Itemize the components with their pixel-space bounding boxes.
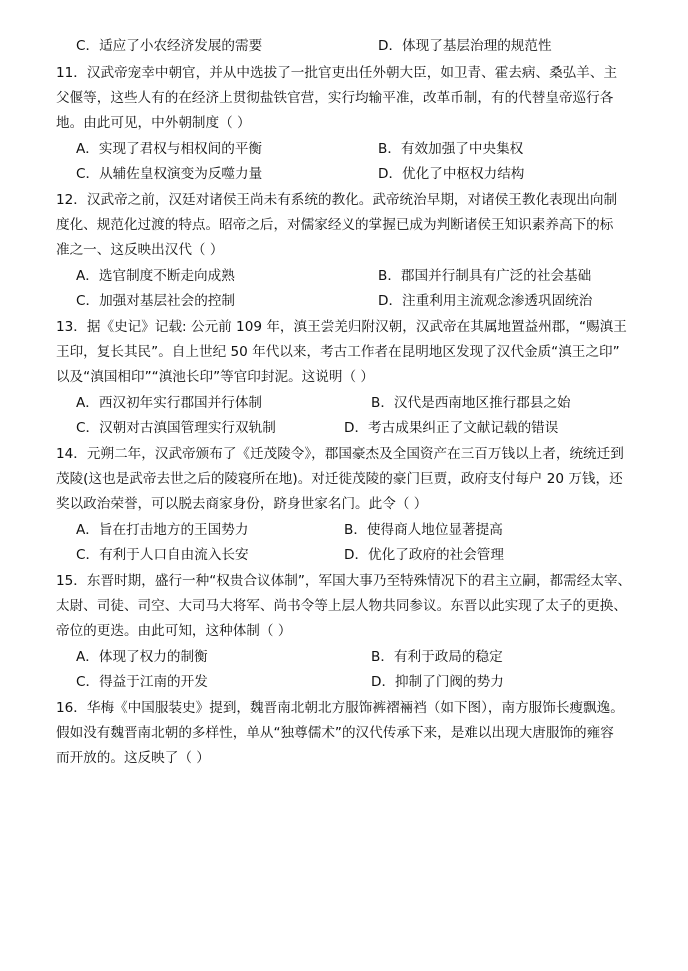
q12-stem-line-2: 度化、规范化过渡的特点。昭帝之后，对儒家经义的掌握已成为判断诸侯王知识素养高下的标 [56, 217, 614, 233]
q13-option-b[interactable]: B．汉代是西南地区推行郡县之始 [371, 395, 571, 411]
q11-option-a[interactable]: A．实现了君权与相权间的平衡 [76, 141, 263, 157]
q10-option-c[interactable]: C．适应了小农经济发展的需要 [76, 38, 263, 54]
q15-stem-line-1: 15．东晋时期，盛行一种“权贵合议体制”，军国大事乃至特殊情况下的君主立嗣，都需经太宰、 [56, 573, 632, 589]
q12-option-c[interactable]: C．加强对基层社会的控制 [76, 293, 236, 309]
q15-stem-line-3: 帝位的更迭。由此可知，这种体制（ ） [56, 623, 292, 639]
q10-option-d[interactable]: D．体现了基层治理的规范性 [378, 38, 552, 54]
q12-stem-line-1: 12．汉武帝之前，汉廷对诸侯王尚未有系统的教化。武帝统治早期，对诸侯王教化表现出向制 [56, 192, 618, 208]
q11-stem-line-2: 父偃等，这些人有的在经济上贯彻盐铁官营，实行均输平准，改革币制，有的代替皇帝巡行各 [56, 90, 614, 106]
q16-stem-line-1: 16．华梅《中国服装史》提到，魏晋南北朝北方服饰裤褶裲裆（如下图），南方服饰长瘦飘逸。 [56, 700, 624, 716]
q12-option-d[interactable]: D．注重利用主流观念渗透巩固统治 [378, 293, 593, 309]
q14-stem-line-3: 奖以政治荣誉，可以脱去商家身份，跻身世家名门。此令（ ） [56, 496, 428, 512]
q14-option-a[interactable]: A．旨在打击地方的王国势力 [76, 522, 249, 538]
q15-option-c[interactable]: C．得益于江南的开发 [76, 674, 208, 690]
q11-option-d[interactable]: D．优化了中枢权力结构 [378, 166, 525, 182]
q11-option-c[interactable]: C．从辅佐皇权演变为反噬力量 [76, 166, 263, 182]
q11-option-b[interactable]: B．有效加强了中央集权 [378, 141, 524, 157]
q15-option-a[interactable]: A．体现了权力的制衡 [76, 649, 208, 665]
q13-stem-line-3: 以及“滇国相印”“滇池长印”等官印封泥。这说明（ ） [56, 369, 374, 385]
q14-stem-line-1: 14．元朔二年，汉武帝颁布了《迁茂陵令》，郡国豪杰及全国资产在三百万钱以上者，统统迁到 [56, 446, 624, 462]
q12-stem-line-3: 准之一、这反映出汉代（ ） [56, 242, 224, 258]
q13-stem-line-1: 13．据《史记》记载: 公元前 109 年，滇王尝羌归附汉朝，汉武帝在其属地置益州郡，“赐滇王 [56, 319, 627, 335]
q14-option-c[interactable]: C．有利于人口自由流入长安 [76, 547, 249, 563]
q16-stem-line-2: 假如没有魏晋南北朝的多样性，单从“独尊儒术”的汉代传承下来，是难以出现大唐服饰的雍容 [56, 725, 614, 741]
q15-stem-line-2: 太尉、司徒、司空、大司马大将军、尚书令等上层人物共同参议。东晋以此实现了太子的更换、 [56, 598, 627, 614]
q14-option-d[interactable]: D．优化了政府的社会管理 [344, 547, 504, 563]
q14-option-b[interactable]: B．使得商人地位显著提高 [344, 522, 503, 538]
q13-option-d[interactable]: D．考古成果纠正了文献记载的错误 [344, 420, 559, 436]
q15-option-b[interactable]: B．有利于政局的稳定 [371, 649, 503, 665]
q13-stem-line-2: 王印，复长其民”。自上世纪 50 年代以来，考古工作者在昆明地区发现了汉代金质“滇王之印” [56, 344, 620, 360]
q12-option-b[interactable]: B．郡国并行制具有广泛的社会基础 [378, 268, 592, 284]
q11-stem-line-1: 11．汉武帝宠幸中朝官，并从中选拔了一批官吏出任外朝大臣，如卫青、霍去病、桑弘羊、主 [56, 65, 618, 81]
q15-option-d[interactable]: D．抑制了门阀的势力 [371, 674, 504, 690]
q13-option-c[interactable]: C．汉朝对古滇国管理实行双轨制 [76, 420, 276, 436]
q13-option-a[interactable]: A．西汉初年实行郡国并行体制 [76, 395, 263, 411]
q16-stem-line-3: 而开放的。这反映了（ ） [56, 750, 210, 766]
q14-stem-line-2: 茂陵(这也是武帝去世之后的陵寝所在地)。对迁徙茂陵的豪门巨贾，政府支付每户 20 万钱，还 [56, 471, 623, 487]
q11-stem-line-3: 地。由此可见，中外朝制度（ ） [56, 115, 251, 131]
q12-option-a[interactable]: A．选官制度不断走向成熟 [76, 268, 235, 284]
